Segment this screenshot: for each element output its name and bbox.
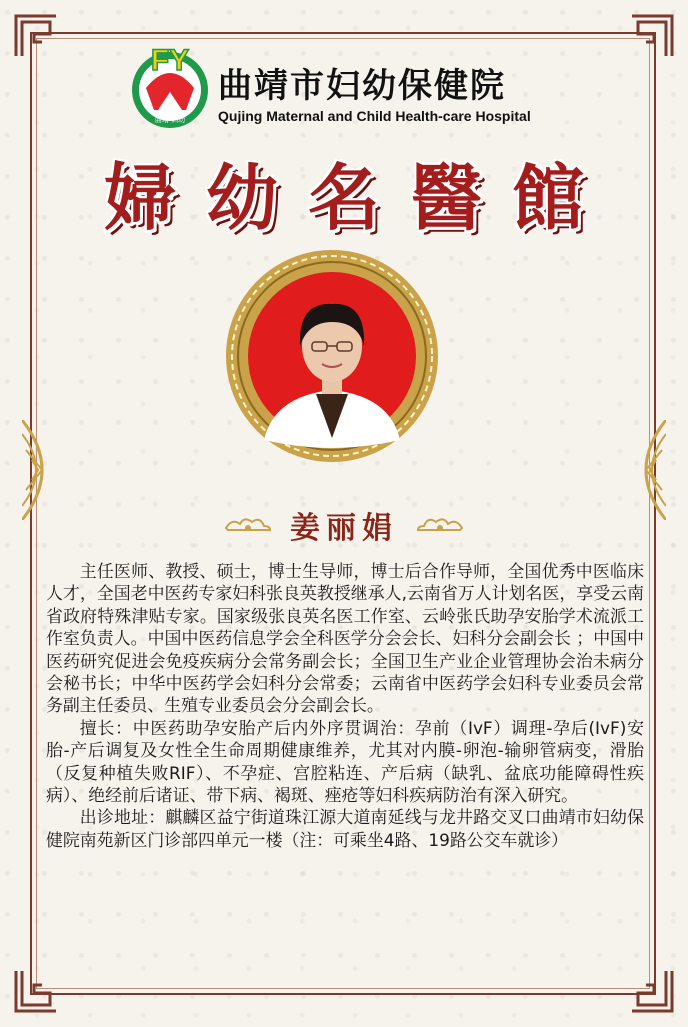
hospital-name-cn: 曲靖市妇幼保健院 <box>218 66 506 106</box>
doctor-name: 姜丽娟 <box>290 511 398 546</box>
hospital-name-en: Qujing Maternal and Child Health-care Hospital <box>218 108 531 124</box>
doctor-bio <box>46 560 644 851</box>
corner-ornament-icon <box>630 969 674 1013</box>
hall-title <box>104 150 584 246</box>
cloud-ornament-icon <box>416 514 464 536</box>
title-char: 幼 <box>205 155 278 240</box>
doctor-name-row <box>210 500 478 550</box>
corner-ornament-icon <box>14 969 58 1013</box>
title-char: 醫 <box>409 155 482 240</box>
hospital-logo <box>128 40 212 132</box>
lattice-ornament-icon <box>22 420 66 520</box>
title-char: 名 <box>307 155 380 240</box>
corner-ornament-icon <box>630 14 674 58</box>
logo-badge-text: 曲靖 妇幼 <box>154 116 186 124</box>
logo-letters: FY <box>150 44 190 77</box>
title-char: 婦 <box>104 155 177 240</box>
bio-paragraph-specialty: 擅长：中医药助孕安胎产后内外序贯调治：孕前（IvF）调理-孕后(IvF)安胎-产后调复及女性全生命周期健康维养，尤其对内膜-卵泡-输卵管病变，滑胎（反复种植失败RIF）、不孕症、宫腔粘连、产后病（缺乳、盆底功能障碍性疾病）、绝经前后诸证、带下病、褐斑、痤疮等妇科疾病防治有深入研究。 <box>46 717 644 806</box>
title-char: 館 <box>511 155 584 240</box>
lattice-ornament-icon <box>622 420 666 520</box>
corner-ornament-icon <box>14 14 58 58</box>
bio-paragraph-credentials: 主任医师、教授、硕士，博士生导师，博士后合作导师，全国优秀中医临床人才，全国老中医药专家妇科张良英教授继承人,云南省万人计划名医，享受云南省政府特殊津贴专家。国家级张良英名医工作室、云岭张氏助孕安胎学术流派工作室负责人。中国中医药信息学会全科医学分会会长、妇科分会副会长 ；中国中医药研究促进会免疫疾病分会常务副会长；全国卫生产业企业管理协会治未病分会秘书长；中华中医药学会妇科分会常委；云南省中医药学会妇科专业委员会常务副主任委员、生殖专业委员会分会副会长。 <box>46 561 644 716</box>
doctor-portrait <box>224 248 440 464</box>
cloud-ornament-icon <box>224 514 272 536</box>
bio-paragraph-address: 出诊地址：麒麟区益宁街道珠江源大道南延线与龙井路交叉口曲靖市妇幼保健院南苑新区门诊部四单元一楼（注：可乘坐4路、19路公交车就诊） <box>46 807 644 850</box>
